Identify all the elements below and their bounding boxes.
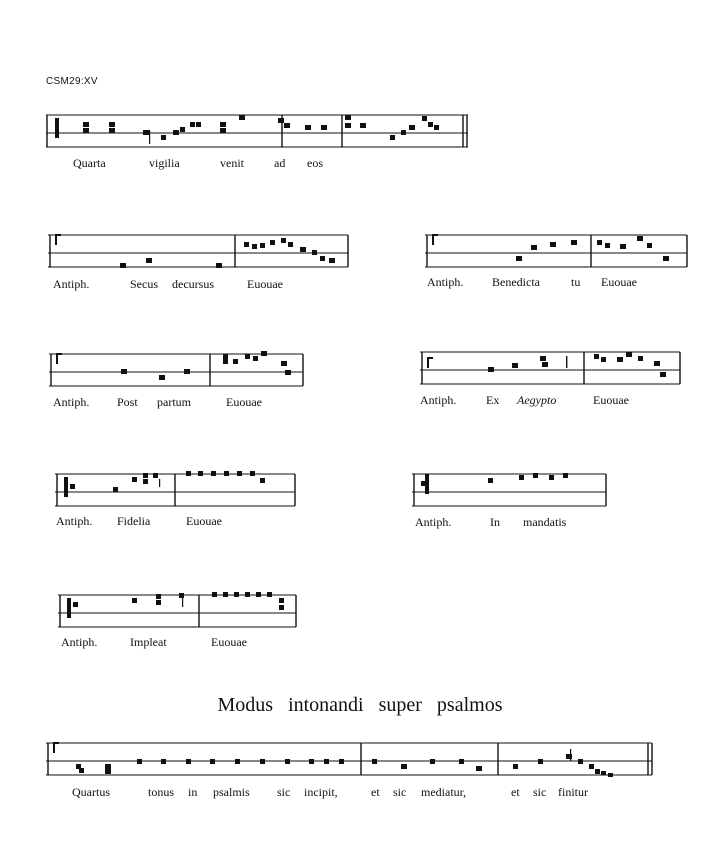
lyric-word: incipit, [304,785,338,799]
lyric-word: Euouae [593,393,629,407]
lyric-word: et [371,785,380,799]
staff-antiphon-6 [412,469,610,509]
lyric-word: Antiph. [56,514,93,528]
lyric-word: Aegypto [517,393,557,407]
lyric-word: In [490,515,500,529]
lyric-word: Antiph. [420,393,457,407]
lyric-word: Post [117,395,138,409]
antiphon-6-lyrics [0,515,720,531]
lyric-word: eos [307,156,323,170]
staff-antiphon-1 [48,230,352,270]
incipit-lyrics [0,156,720,172]
staff-antiphon-4 [420,347,684,387]
staff-psalm-tone [46,738,658,778]
lyric-word: Benedicta [492,275,540,289]
lyric-word: partum [157,395,191,409]
lyric-word: tu [571,275,581,289]
psalm-tone-lyrics [0,785,720,801]
lyric-word: Euouae [186,514,222,528]
lyric-word: mandatis [523,515,567,529]
lyric-word: Antiph. [427,275,464,289]
lyric-word: decursus [172,277,214,291]
lyric-word: sic [393,785,407,799]
lyric-word: tonus [148,785,175,799]
lyric-word: in [188,785,198,799]
lyric-word: Antiph. [61,635,98,649]
lyric-word: et [511,785,520,799]
lyric-word: Euouae [247,277,283,291]
lyric-word: Antiph. [53,277,90,291]
antiphon-7-lyrics [0,635,720,651]
lyric-word: Impleat [130,635,167,649]
lyric-word: finitur [558,785,588,799]
lyric-word: Fidelia [117,514,151,528]
lyric-word: sic [277,785,291,799]
staff-antiphon-2 [425,230,691,270]
lyric-word: Antiph. [53,395,90,409]
antiphon-2-lyrics [0,275,720,291]
manuscript-reference: CSM29:XV [46,76,98,87]
lyric-word: Euouae [601,275,637,289]
lyric-word: Secus [130,277,158,291]
staff-antiphon-5 [55,469,299,509]
lyric-word: Euouae [211,635,247,649]
lyric-word: Quartus [72,785,110,799]
lyric-word: venit [220,156,244,170]
lyric-word: Euouae [226,395,262,409]
lyric-word: ad [274,156,286,170]
staff-incipit [46,110,472,150]
lyric-word: vigilia [149,156,180,170]
modus-heading: Modus intonandi super psalmos [217,694,503,716]
lyric-word: mediatur, [421,785,467,799]
lyric-word: Quarta [73,156,106,170]
antiphon-4-lyrics [0,393,720,409]
staff-antiphon-3 [49,349,307,389]
lyric-word: sic [533,785,547,799]
lyric-word: psalmis [213,785,250,799]
staff-antiphon-7 [58,590,300,630]
lyric-word: Antiph. [415,515,452,529]
lyric-word: Ex [486,393,500,407]
